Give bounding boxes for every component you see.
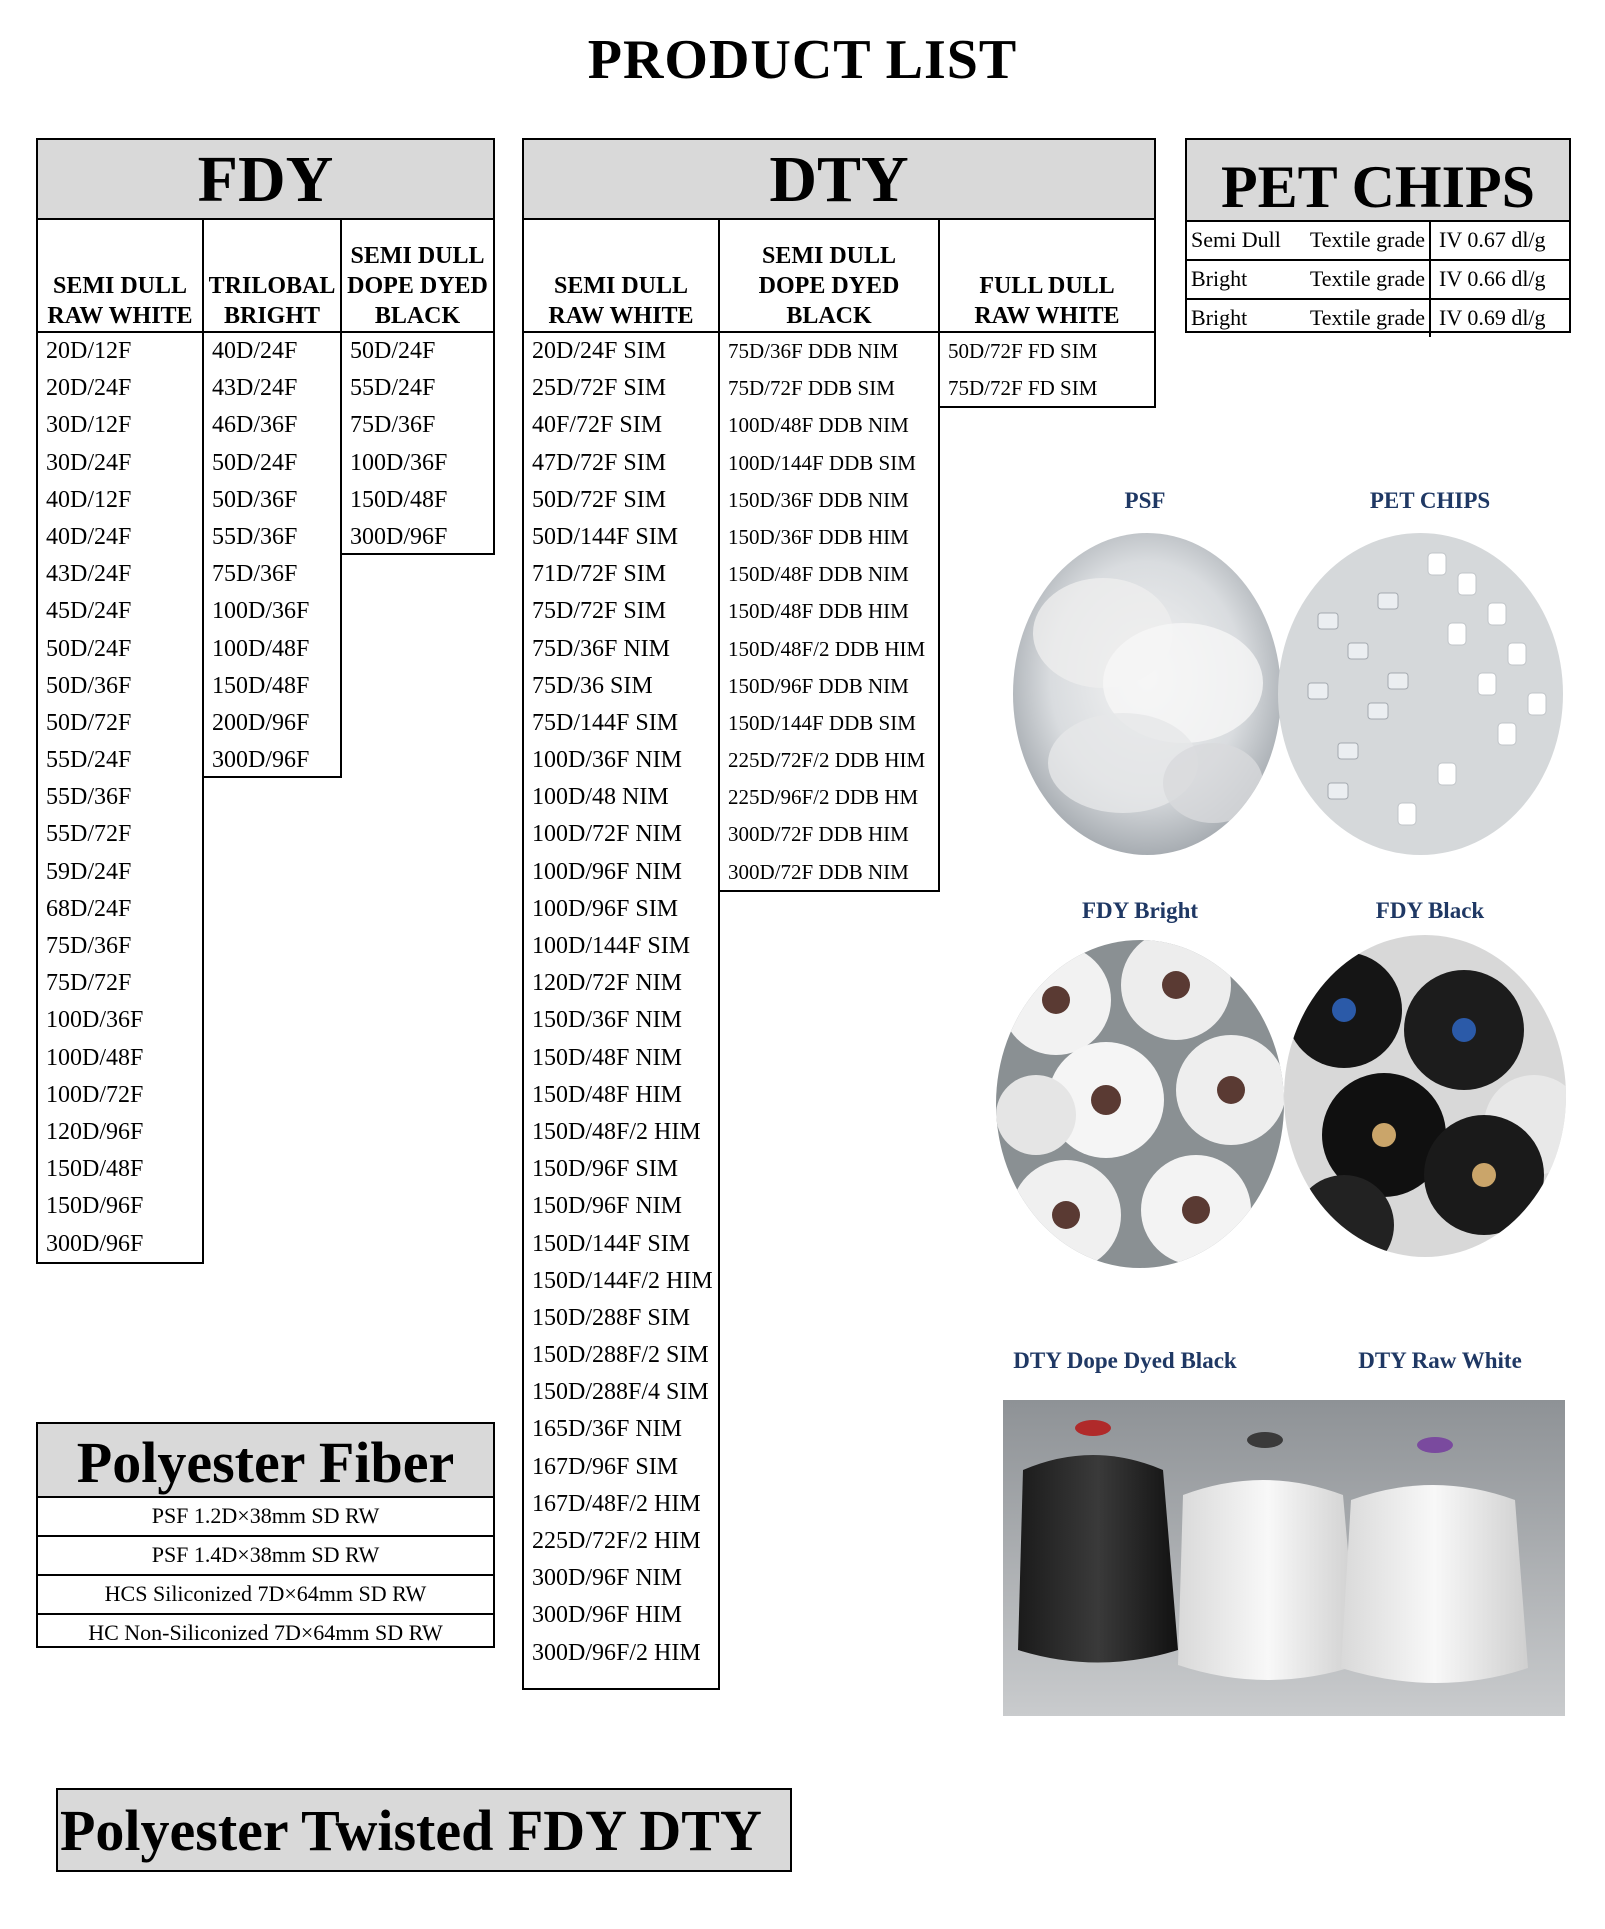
chips-iv: IV 0.67 dl/g — [1439, 227, 1546, 252]
list-item: 100D/144F DDB SIM — [728, 450, 916, 475]
list-item: 225D/96F/2 DDB HM — [728, 785, 919, 810]
list-item: 50D/72F — [46, 709, 132, 736]
list-item: 200D/96F — [212, 709, 310, 736]
fdy-black-photo — [1284, 935, 1566, 1257]
table-row — [1187, 259, 1569, 298]
list-item: 68D/24F — [46, 895, 132, 922]
header-line: SEMI DULL — [52, 273, 188, 299]
list-item: 150D/288F SIM — [532, 1304, 691, 1331]
list-item: 150D/48F — [46, 1156, 144, 1183]
chips-iv: IV 0.69 dl/g — [1439, 305, 1546, 330]
dty-heading: DTY — [769, 143, 909, 216]
twisted-heading: Polyester Twisted FDY DTY — [60, 1798, 762, 1863]
list-item: 71D/72F SIM — [532, 561, 667, 588]
pet-chips-photo — [1278, 533, 1563, 855]
list-item: 43D/24F — [212, 375, 298, 402]
list-item: 150D/48F/2 DDB HIM — [728, 636, 926, 661]
chips-grade: Textile grade — [1309, 266, 1425, 291]
fdy-bright-photo-label: FDY Bright — [1081, 898, 1199, 923]
list-item: 100D/36F — [46, 1007, 144, 1034]
list-item: 45D/24F — [46, 598, 132, 625]
pet-chips-image — [1278, 533, 1563, 855]
list-item: 150D/48F/2 HIM — [532, 1118, 701, 1145]
list-item: 20D/12F — [46, 338, 132, 364]
list-item: 300D/96F NIM — [532, 1565, 683, 1592]
list-item: 75D/36F — [212, 561, 298, 588]
list-item: 75D/36 SIM — [532, 672, 653, 699]
fdy-col1-list — [38, 333, 202, 1263]
list-item: 50D/36F — [212, 486, 298, 513]
list-item: 150D/48F — [212, 672, 310, 699]
header-line: BRIGHT — [223, 303, 321, 329]
list-item: 100D/48F — [46, 1044, 144, 1071]
chips-type-cell — [1187, 222, 1431, 259]
list-item: 47D/72F SIM — [532, 449, 667, 476]
fdy-heading: FDY — [197, 143, 334, 216]
list-item: 150D/288F/4 SIM — [532, 1379, 709, 1406]
table-row — [1187, 222, 1569, 259]
list-item: 100D/96F SIM — [532, 895, 679, 922]
list-item: 300D/96F/2 HIM — [532, 1639, 701, 1666]
list-item: 46D/36F — [212, 412, 298, 439]
list-item: 300D/96F — [212, 747, 310, 774]
list-item: 150D/36F NIM — [532, 1007, 683, 1034]
list-item: 150D/144F/2 HIM — [532, 1267, 713, 1294]
fdy-col-trilobal — [202, 218, 342, 778]
fdy-col3-header — [342, 220, 493, 333]
header-line: RAW WHITE — [548, 303, 694, 329]
dty-col2-list — [720, 333, 938, 891]
dty-col-semi-dull — [522, 218, 720, 1690]
fiber-heading: Polyester Fiber — [76, 1430, 455, 1495]
dty-col-full-dull — [938, 218, 1156, 408]
chips-grade: Textile grade — [1309, 305, 1425, 330]
fdy-bright-photo — [996, 940, 1284, 1268]
list-item: 300D/96F — [46, 1230, 144, 1257]
psf-photo — [1013, 533, 1281, 855]
list-item: 150D/96F — [46, 1193, 144, 1220]
dty-col3-list — [940, 333, 1154, 407]
psf-photo-label: PSF — [1124, 488, 1166, 513]
fdy-heading-box — [36, 138, 495, 220]
chips-iv: IV 0.66 dl/g — [1439, 266, 1546, 291]
header-line: SEMI DULL — [553, 273, 689, 299]
list-item: 75D/36F — [350, 412, 436, 439]
fdy-col-dope-dyed — [340, 218, 495, 555]
list-item: 20D/24F — [46, 375, 132, 402]
fdy-col2-list — [204, 333, 340, 779]
list-item: 50D/24F — [350, 338, 436, 364]
table-row: HC Non-Siliconized 7D×64mm SD RW — [38, 1613, 493, 1652]
list-item: 100D/36F — [212, 598, 310, 625]
list-item: 300D/96F — [350, 523, 448, 550]
header-line: SEMI DULL — [350, 243, 485, 269]
dty-col1-header — [524, 220, 718, 333]
list-item: 55D/72F — [46, 821, 132, 848]
list-item: 75D/72F FD SIM — [948, 376, 1098, 401]
list-item: 225D/72F/2 DDB HIM — [728, 748, 926, 773]
chips-type: Bright — [1191, 305, 1248, 330]
dty-heading-box — [522, 138, 1156, 220]
header-line: FULL DULL — [979, 273, 1115, 299]
pet-chips-table — [1185, 220, 1571, 333]
fdy-bright-image — [996, 940, 1284, 1268]
fdy-black-image — [1284, 935, 1566, 1257]
list-item: 50D/24F — [46, 635, 132, 662]
list-item: 40F/72F SIM — [532, 412, 663, 439]
list-item: 30D/12F — [46, 412, 132, 439]
dty-black-photo-label: DTY Dope Dyed Black — [1013, 1348, 1237, 1373]
fiber-table — [36, 1496, 495, 1648]
list-item: 150D/96F DDB NIM — [728, 673, 909, 698]
list-item: 40D/24F — [212, 338, 298, 364]
pet-chips-heading: PET CHIPS — [1221, 154, 1535, 220]
list-item: 50D/36F — [46, 672, 132, 699]
dty-cones-image — [1003, 1400, 1565, 1716]
list-item: 167D/48F/2 HIM — [532, 1490, 701, 1517]
psf-cotton-image — [1013, 533, 1281, 855]
header-line: BLACK — [374, 303, 461, 329]
list-item: 150D/36F DDB NIM — [728, 487, 909, 512]
list-item: 30D/24F — [46, 449, 132, 476]
list-item: 50D/144F SIM — [532, 523, 679, 550]
list-item: 167D/96F SIM — [532, 1453, 679, 1480]
fdy-col2-header — [204, 220, 340, 333]
list-item: 100D/48 NIM — [532, 784, 669, 811]
list-item: 300D/96F HIM — [532, 1602, 683, 1629]
list-item: 50D/72F FD SIM — [948, 339, 1098, 363]
list-item: 43D/24F — [46, 561, 132, 588]
list-item: 300D/72F DDB NIM — [728, 859, 909, 884]
list-item: 50D/24F — [212, 449, 298, 476]
list-item: 100D/72F — [46, 1081, 144, 1108]
chips-type-cell — [1187, 261, 1431, 298]
chips-grade: Textile grade — [1309, 227, 1425, 252]
chips-type: Semi Dull — [1191, 227, 1281, 252]
list-item: 20D/24F SIM — [532, 338, 667, 364]
list-item: 75D/72F DDB SIM — [728, 376, 895, 401]
list-item: 100D/144F SIM — [532, 933, 691, 959]
list-item: 75D/36F — [46, 933, 132, 959]
fiber-heading-box — [36, 1422, 495, 1498]
list-item: 150D/48F DDB NIM — [728, 562, 909, 587]
list-item: 150D/96F NIM — [532, 1193, 683, 1220]
list-item: 100D/96F NIM — [532, 858, 683, 885]
pet-chips-heading-box — [1185, 138, 1571, 222]
list-item: 40D/24F — [46, 523, 132, 550]
list-item: 75D/144F SIM — [532, 709, 679, 736]
twisted-heading-box — [56, 1788, 792, 1872]
header-line: RAW WHITE — [974, 303, 1120, 329]
list-item: 100D/48F DDB NIM — [728, 413, 909, 438]
chips-type-cell — [1187, 300, 1431, 337]
list-item: 59D/24F — [46, 858, 132, 885]
list-item: 40D/12F — [46, 486, 132, 513]
fdy-col3-list — [342, 333, 493, 556]
list-item: 300D/72F DDB HIM — [728, 822, 909, 847]
header-line: SEMI DULL — [761, 243, 897, 269]
list-item: 150D/48F HIM — [532, 1081, 683, 1108]
header-line: TRILOBAL — [208, 273, 336, 299]
pet-chips-photo-label: PET CHIPS — [1369, 488, 1491, 513]
header-line: RAW WHITE — [47, 303, 193, 329]
dty-col1-list — [524, 333, 718, 1672]
list-item: 225D/72F/2 HIM — [532, 1528, 701, 1554]
list-item: 55D/36F — [46, 784, 132, 811]
list-item: 75D/36F DDB NIM — [728, 339, 899, 363]
list-item: 150D/144F DDB SIM — [728, 710, 916, 735]
list-item: 150D/288F/2 SIM — [532, 1342, 709, 1369]
list-item: 150D/48F — [350, 486, 448, 513]
header-line: DOPE DYED — [758, 273, 900, 299]
list-item: 150D/48F DDB HIM — [728, 599, 909, 624]
dty-white-photo-label: DTY Raw White — [1358, 1348, 1522, 1373]
list-item: 25D/72F SIM — [532, 375, 667, 402]
list-item: 150D/48F NIM — [532, 1044, 683, 1071]
table-row: HCS Siliconized 7D×64mm SD RW — [38, 1574, 493, 1613]
list-item: 75D/36F NIM — [532, 635, 671, 662]
table-row: PSF 1.2D×38mm SD RW — [38, 1496, 493, 1535]
list-item: 50D/72F SIM — [532, 486, 667, 513]
dty-col2-header — [720, 220, 938, 333]
list-item: 150D/96F SIM — [532, 1156, 679, 1183]
fdy-black-photo-label: FDY Black — [1375, 898, 1485, 923]
table-row: PSF 1.4D×38mm SD RW — [38, 1535, 493, 1574]
list-item: 100D/72F NIM — [532, 821, 683, 848]
list-item: 150D/144F SIM — [532, 1230, 691, 1257]
header-line: BLACK — [786, 303, 872, 329]
list-item: 100D/36F NIM — [532, 747, 683, 774]
list-item: 120D/72F NIM — [532, 970, 683, 997]
table-row — [1187, 298, 1569, 337]
list-item: 100D/48F — [212, 635, 310, 662]
list-item: 100D/36F — [350, 449, 448, 476]
header-line: DOPE DYED — [347, 273, 488, 299]
list-item: 55D/36F — [212, 523, 298, 550]
page-title: PRODUCT LIST — [587, 29, 1018, 91]
list-item: 75D/72F — [46, 970, 132, 997]
fdy-col1-header — [38, 220, 202, 333]
list-item: 55D/24F — [46, 747, 132, 774]
dty-col-dope-dyed — [718, 218, 940, 892]
dty-cones-photo — [1003, 1400, 1565, 1716]
dty-col3-header — [940, 220, 1154, 333]
list-item: 120D/96F — [46, 1118, 144, 1145]
chips-type: Bright — [1191, 266, 1248, 291]
list-item: 150D/36F DDB HIM — [728, 524, 909, 549]
list-item: 55D/24F — [350, 375, 436, 402]
list-item: 75D/72F SIM — [532, 598, 667, 625]
list-item: 165D/36F NIM — [532, 1416, 683, 1443]
fdy-col-semi-dull — [36, 218, 204, 1264]
